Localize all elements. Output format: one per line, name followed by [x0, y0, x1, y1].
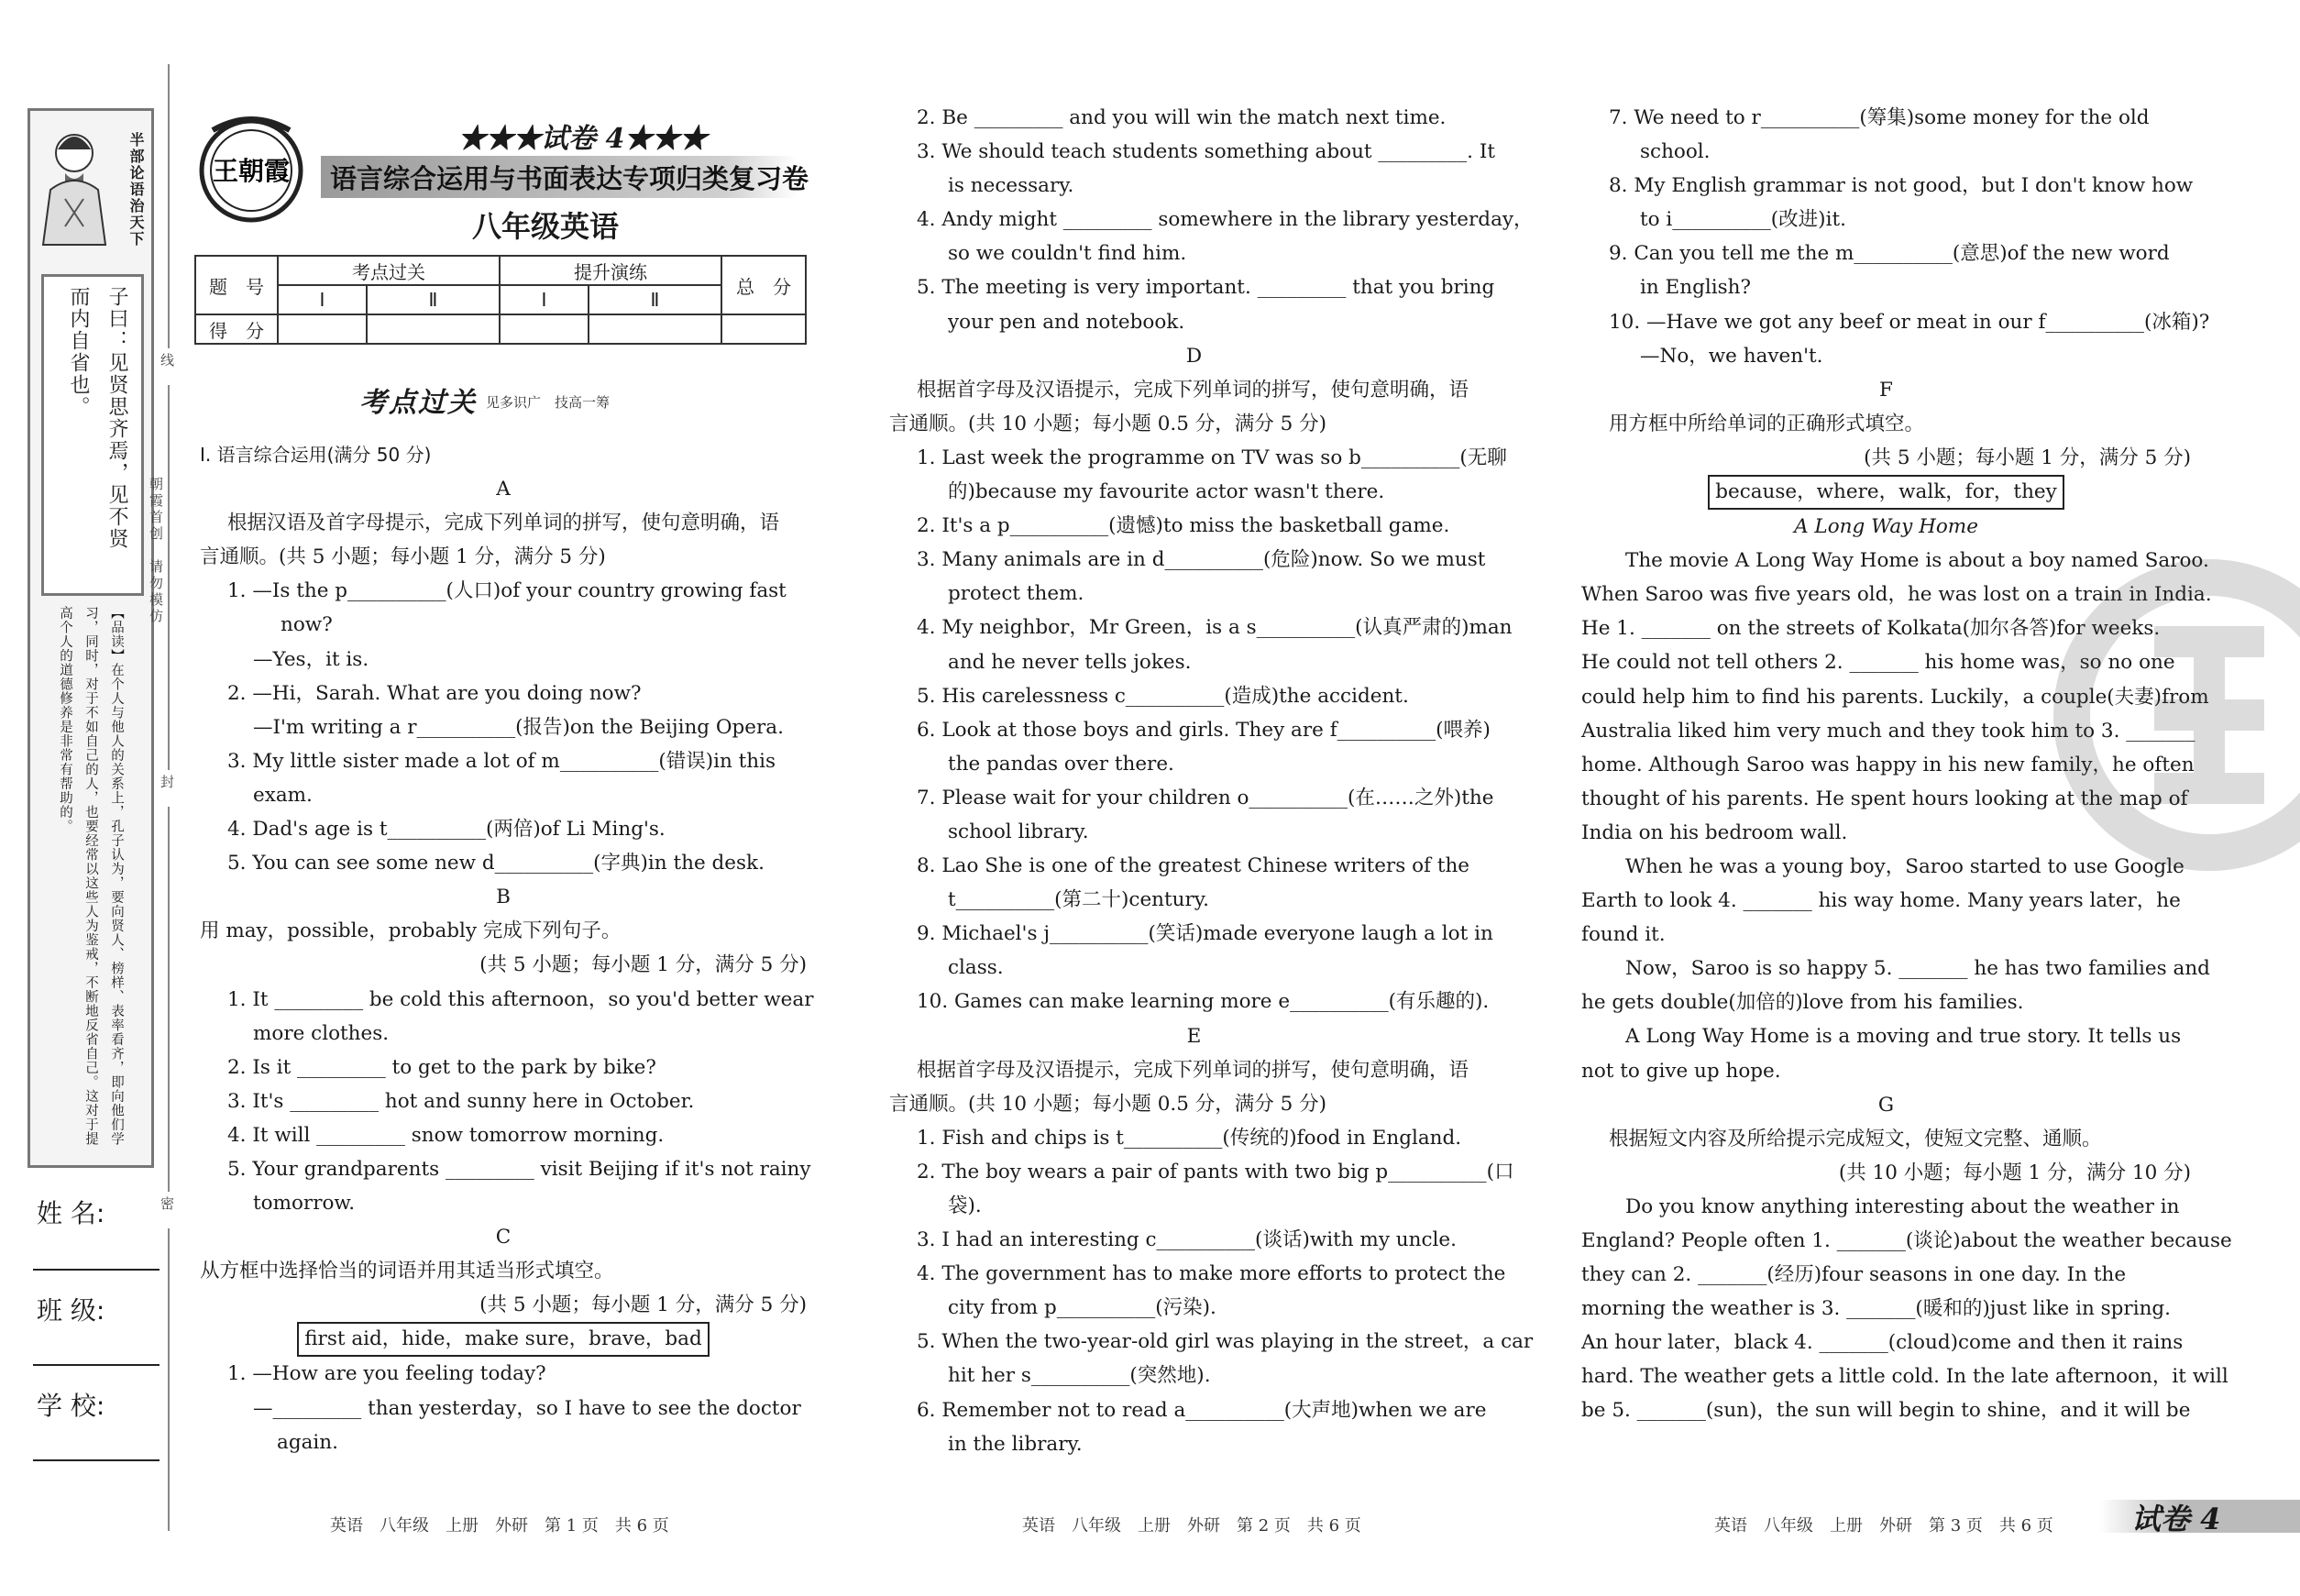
question: in the library.: [948, 1432, 1083, 1456]
passage-line: India on his bedroom wall.: [1581, 820, 1848, 844]
passage-line: An hour later，black 4. _______(cloud)come and then it rains: [1581, 1331, 2184, 1355]
score-input[interactable]: [589, 314, 721, 344]
question: 3. Many animals are in d__________(危险)now. So we must: [917, 548, 1486, 572]
question: 1. It _________ be cold this afternoon，so you'd better wear: [227, 987, 814, 1011]
question: so we couldn't find him.: [948, 242, 1187, 266]
part-label: A: [496, 478, 511, 501]
score-cell: Ⅰ: [278, 285, 367, 314]
passage-line: When he was a young boy，Saroo started to use Google: [1625, 854, 2184, 878]
question: 4. It will _________ snow tomorrow morning.: [227, 1123, 665, 1147]
question: 5. When the two-year-old girl was playing in the street，a car: [917, 1330, 1534, 1354]
question: 4. Andy might _________ somewhere in the library yesterday，: [917, 208, 1534, 232]
question: the pandas over there.: [948, 752, 1174, 776]
question: t__________(第二十)century.: [948, 888, 1209, 912]
class-field[interactable]: [33, 1364, 160, 1366]
page-title: 语言综合运用与书面表达专项归类复习卷: [330, 163, 809, 194]
side-notice: 朝霞首创 请勿模仿: [148, 477, 164, 625]
logo-text: 王朝霞: [212, 156, 291, 186]
question: 4. The government has to make more efforts to protect the: [917, 1262, 1506, 1286]
part-label: E: [1186, 1024, 1202, 1048]
question: and he never tells jokes.: [948, 650, 1192, 674]
instruction: 言通顺。(共 5 小题；每小题 1 分，满分 5 分): [200, 545, 606, 569]
passage-line: hard. The weather gets a little cold. In the late afternoon，it will: [1581, 1365, 2228, 1389]
passage-line: When Saroo was five years old，he was lost on a train in India.: [1581, 583, 2212, 607]
passage-line: Australia liked him very much and they took him to 3. _______: [1581, 719, 2195, 743]
cut-mark: 线: [159, 353, 175, 369]
cut-mark: 密: [159, 1196, 175, 1213]
footer-paper-tag: 试卷 4: [2131, 1502, 2221, 1536]
passage-line: He could not tell others 2. _______ his home was，so no one: [1581, 651, 2175, 675]
passage-line: be 5. _______(sun)，the sun will begin to shine，and it will be: [1581, 1399, 2191, 1423]
question: 的)because my favourite actor wasn't there.: [948, 480, 1385, 504]
cut-line: [168, 385, 170, 770]
question: tomorrow.: [253, 1192, 356, 1216]
word-box: because，where，walk，for，they: [1708, 475, 2064, 510]
word-box: first aid，hide，make sure，brave，bad: [297, 1322, 710, 1357]
passage-line: they can 2. _______(经历)four seasons in one day. In the: [1581, 1263, 2127, 1287]
question: to i__________(改进)it.: [1640, 208, 1846, 232]
passage-title: A Long Way Home: [1794, 515, 1978, 539]
school-field[interactable]: [33, 1459, 160, 1461]
question: school library.: [948, 820, 1089, 843]
quote-line: 而内自省也。: [67, 286, 90, 418]
question: 2. —Hi，Sarah. What are you doing now?: [227, 681, 642, 705]
question: 2. Be _________ and you will win the match next time.: [917, 106, 1447, 129]
question: 2. The boy wears a pair of pants with two big p__________(口: [917, 1160, 1514, 1183]
question: 9. Can you tell me the m__________(意思)of the new word: [1609, 242, 2170, 266]
question: 6. Remember not to read a__________(大声地)when we are: [917, 1398, 1487, 1422]
passage-line: Now，Saroo is so happy 5. _______ he has two families and: [1625, 957, 2210, 981]
instruction: 从方框中选择恰当的词语并用其适当形式填空。: [200, 1260, 614, 1283]
question: 10. —Have we got any beef or meat in our f__________(冰箱)?: [1609, 310, 2210, 334]
question: 4. My neighbor，Mr Green，is a s__________(认真严肃的)man: [917, 616, 1513, 640]
passage-line: The movie A Long Way Home is about a boy named Saroo.: [1625, 549, 2209, 573]
score-cell: Ⅱ: [367, 285, 500, 314]
score-cell: Ⅱ: [589, 285, 721, 314]
passage-line: He 1. _______ on the streets of Kolkata(加尔各答)for weeks.: [1581, 617, 2161, 641]
brand-logo-icon: [194, 112, 312, 224]
comment-line: 习，同时，对于不如自己的人，也要经常以这些人为鉴戒，不断地反省自己。这对于提: [83, 606, 98, 1146]
question: 3. My little sister made a lot of m__________(错误)in this: [227, 749, 776, 773]
question: your pen and notebook.: [948, 310, 1185, 334]
watermark-seal-icon: [2026, 559, 2300, 871]
quote-box: [41, 274, 144, 596]
sidebar-panel: [28, 108, 154, 1168]
passage-line: Do you know anything interesting about the weather in: [1625, 1194, 2180, 1218]
page-footer: 英语 八年级 上册 外研 第 1 页 共 6 页: [330, 1516, 669, 1535]
score-input[interactable]: [367, 314, 500, 344]
question: school.: [1640, 140, 1711, 164]
instruction: 言通顺。(共 10 小题；每小题 0.5 分，满分 5 分): [889, 1092, 1327, 1116]
question: protect them.: [948, 582, 1084, 606]
instruction: 根据汉语及首字母提示，完成下列单词的拼写，使句意明确，语: [227, 512, 780, 535]
cut-line: [168, 64, 170, 348]
cut-line: [168, 1228, 170, 1531]
question: 5. His carelessness c__________(造成)the accident.: [917, 684, 1409, 708]
passage-line: home. Although Saroo was happy in his new family，he often: [1581, 753, 2195, 776]
passage-line: he gets double(加倍的)love from his families.: [1581, 991, 2024, 1015]
motto-text: 半部论语治天下: [127, 132, 145, 248]
instruction: 言通顺。(共 10 小题；每小题 0.5 分，满分 5 分): [889, 412, 1327, 435]
question: 1. Last week the programme on TV was so b__________(无聊: [917, 446, 1507, 469]
question: 4. Dad's age is t__________(两倍)of Li Ming's.: [227, 818, 666, 842]
score-cell: Ⅰ: [500, 285, 589, 314]
question: city from p__________(污染).: [948, 1296, 1216, 1320]
part-label: B: [496, 886, 511, 909]
question: class.: [948, 956, 1004, 980]
score-cell: 提升演练: [500, 256, 721, 285]
score-cell: 考点过关: [278, 256, 500, 285]
question: 2. It's a p__________(遗憾)to miss the basketball game.: [917, 514, 1450, 538]
section-title: Ⅰ. 语言综合运用(满分 50 分): [200, 444, 432, 466]
name-field[interactable]: [33, 1269, 160, 1271]
part-label: G: [1877, 1093, 1895, 1117]
score-cell: 得 分: [195, 314, 278, 344]
question: —No，we haven't.: [1640, 344, 1823, 368]
title-banner: [321, 156, 809, 198]
question: 1. —Is the p__________(人口)of your country growing fast: [227, 579, 787, 603]
page-footer: 英语 八年级 上册 外研 第 2 页 共 6 页: [1022, 1516, 1361, 1535]
question: —_________ than yesterday，so I have to see the doctor: [253, 1396, 801, 1420]
grade-title: 八年级英语: [472, 209, 620, 244]
part-label: C: [495, 1226, 512, 1249]
part-label: F: [1879, 378, 1893, 402]
question: now?: [281, 613, 333, 637]
question: 9. Michael's j__________(笑话)made everyone laugh a lot in: [917, 922, 1493, 946]
question: 10. Games can make learning more e__________(有乐趣的).: [917, 990, 1490, 1014]
comment-box: [41, 606, 138, 1156]
question: 7. We need to r__________(筹集)some money for the old: [1609, 106, 2150, 129]
question: 5. You can see some new d__________(字典)in the desk.: [227, 852, 765, 875]
passage-line: morning the weather is 3. _______(暖和的)just like in spring.: [1581, 1297, 2172, 1321]
passage-line: A Long Way Home is a moving and true story. It tells us: [1625, 1025, 2182, 1049]
instruction: (共 10 小题；每小题 1 分，满分 10 分): [1838, 1161, 2191, 1184]
question: more clothes.: [253, 1021, 390, 1045]
question: 2. Is it _________ to get to the park by bike?: [227, 1055, 656, 1079]
score-input[interactable]: [500, 314, 589, 344]
question: 3. I had an interesting c__________(谈话)with my uncle.: [917, 1228, 1457, 1252]
score-cell: 总 分: [721, 256, 806, 314]
instruction: 用方框中所给单词的正确形式填空。: [1609, 412, 1925, 435]
passage-line: Earth to look 4. _______ his way home. Many years later，he: [1581, 889, 2181, 913]
question: 8. My English grammar is not good，but I don't know how: [1609, 174, 2194, 198]
passage-line: could help him to find his parents. Luckily，a couple(夫妻)from: [1581, 685, 2209, 709]
question: 6. Look at those boys and girls. They are f__________(喂养): [917, 718, 1491, 742]
part-label: D: [1185, 344, 1203, 368]
section-heading: 考点过关: [359, 387, 477, 419]
column-page-2: [889, 101, 1534, 1461]
instruction: 根据首字母及汉语提示，完成下列单词的拼写，使句意明确，语: [917, 378, 1469, 402]
comment-line: 高个人的道德修养是非常有帮助的。: [58, 606, 72, 833]
passage-line: found it.: [1581, 923, 1666, 947]
question: again.: [277, 1430, 338, 1454]
page-footer: 英语 八年级 上册 外研 第 3 页 共 6 页: [1714, 1516, 2053, 1535]
instruction: 根据首字母及汉语提示，完成下列单词的拼写，使句意明确，语: [917, 1058, 1469, 1082]
question: —I'm writing a r__________(报告)on the Beijing Opera.: [253, 715, 784, 739]
score-cell: 题 号: [195, 256, 278, 314]
question: in English?: [1640, 276, 1752, 300]
passage-line: not to give up hope.: [1581, 1059, 1781, 1083]
instruction: 用 may，possible，probably 完成下列句子。: [200, 919, 622, 943]
question: hit her s__________(突然地).: [948, 1364, 1211, 1388]
comment-line: 【品读】在个人与他人的关系上，孔子认为，要向贤人、榜样、表率看齐，即向他们学: [109, 606, 124, 1146]
question: 3. We should teach students something about _________. It: [917, 140, 1495, 164]
question: 8. Lao She is one of the greatest Chinese writers of the: [917, 854, 1470, 878]
class-label: 班 级:: [37, 1295, 105, 1326]
question: 1. Fish and chips is t__________(传统的)food in England.: [917, 1126, 1462, 1150]
instruction: (共 5 小题；每小题 1 分，满分 5 分): [1864, 446, 2191, 469]
question: 1. —How are you feeling today?: [227, 1362, 546, 1386]
question: —Yes，it is.: [253, 647, 369, 671]
score-table: [194, 255, 807, 345]
question: 袋).: [948, 1194, 982, 1217]
name-label: 姓 名:: [37, 1198, 105, 1228]
instruction: 根据短文内容及所给提示完成短文，使短文完整、通顺。: [1609, 1127, 2102, 1150]
section-subheading: 见多识广 技高一筹: [486, 394, 611, 411]
question: exam.: [253, 783, 313, 807]
confucius-portrait-icon: [38, 116, 113, 254]
score-input[interactable]: [278, 314, 367, 344]
quote-line: 子曰：见贤思齐焉，见不贤: [105, 286, 128, 550]
passage-line: thought of his parents. He spent hours looking at the map of: [1581, 787, 2188, 810]
question: 7. Please wait for your children o__________(在……之外)the: [917, 786, 1494, 809]
passage-line: England? People often 1. _______(谈论)about the weather because: [1581, 1229, 2232, 1252]
school-label: 学 校:: [37, 1391, 105, 1421]
question: 3. It's _________ hot and sunny here in October.: [227, 1089, 695, 1113]
question: 5. The meeting is very important. _________ that you bring: [917, 276, 1495, 300]
question: is necessary.: [948, 174, 1074, 198]
instruction: (共 5 小题；每小题 1 分，满分 5 分): [479, 1293, 807, 1317]
instruction: (共 5 小题；每小题 1 分，满分 5 分): [479, 953, 807, 977]
score-input[interactable]: [721, 314, 806, 344]
paper-number: ★★★试卷 4★★★: [458, 123, 708, 155]
column-page-1: [200, 438, 814, 1459]
question: 5. Your grandparents _________ visit Beijing if it's not rainy: [227, 1157, 811, 1181]
cut-mark: 封: [159, 775, 175, 791]
cut-line: [168, 807, 170, 1192]
